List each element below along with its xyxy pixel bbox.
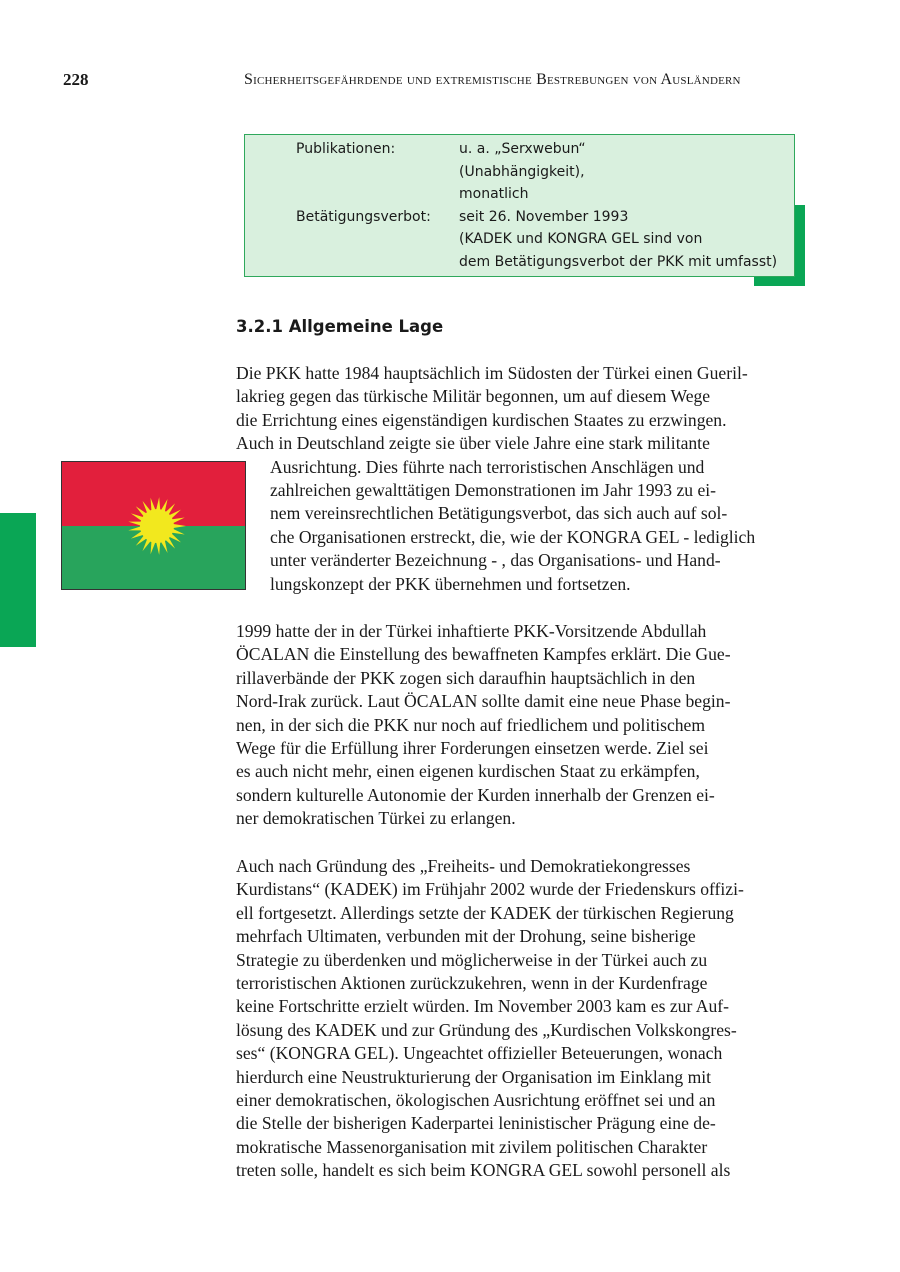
info-value-line: (Unabhängigkeit),	[459, 163, 585, 180]
text-line: unter veränderter Bezeichnung - , das Organisations- und Hand-	[270, 550, 721, 571]
text-line: ses“ (KONGRA GEL). Ungeachtet offizieller Beteuerungen, wonach	[236, 1043, 723, 1064]
info-label: Betätigungsverbot:	[296, 208, 431, 225]
info-label: Publikationen:	[296, 141, 396, 157]
kurdistan-flag-icon	[61, 461, 246, 590]
text-line: sondern kulturelle Autonomie der Kurden innerhalb der Grenzen ei-	[236, 784, 715, 805]
running-head: Sicherheitsgefährdende und extremistische Bestrebungen von Ausländern	[244, 71, 741, 88]
text-line: 1999 hatte der in der Türkei inhaftierte PKK-Vorsitzende Abdullah	[236, 621, 707, 641]
text-line: Die PKK hatte 1984 hauptsächlich im Südosten der Türkei einen Gueril-	[236, 363, 748, 383]
text-line: Ausrichtung. Dies führte nach terroristischen Anschlägen und	[270, 456, 705, 477]
text-line: nen, in der sich die PKK nur noch auf friedlichem und politischem	[236, 714, 706, 735]
text-line: lungskonzept der PKK übernehmen und fortsetzen.	[270, 573, 631, 594]
text-line: Nord-Irak zurück. Laut ÖCALAN sollte damit eine neue Phase begin-	[236, 691, 731, 712]
info-box	[244, 134, 795, 277]
text-line: lakrieg gegen das türkische Militär begonnen, um auf diesem Wege	[236, 386, 711, 407]
page-number: 228	[63, 70, 89, 89]
text-line: rillaverbände der PKK zogen sich daraufhin hauptsächlich in den	[236, 667, 696, 688]
section-heading: 3.2.1 Allgemeine Lage	[236, 317, 444, 336]
text-line: treten solle, handelt es sich beim KONGRA GEL sowohl personell als	[236, 1160, 731, 1181]
text-line: Strategie zu überdenken und möglicherweise in der Türkei auch zu	[236, 949, 708, 970]
info-value	[459, 206, 794, 274]
text-line: die Errichtung eines eigenständigen kurdischen Staates zu erzwingen.	[236, 409, 727, 430]
text-line: ÖCALAN die Einstellung des bewaffneten Kampfes erklärt. Die Gue-	[236, 644, 731, 665]
text-line: ell fortgesetzt. Allerdings setzte der KADEK der türkischen Regierung	[236, 902, 734, 923]
text-line: Auch in Deutschland zeigte sie über viele Jahre eine stark militante	[236, 433, 710, 454]
info-value	[459, 138, 794, 206]
text-line: che Organisationen erstreckt, die, wie der KONGRA GEL - lediglich	[270, 526, 756, 547]
text-line: mokratische Massenorganisation mit zivilem politischen Charakter	[236, 1136, 708, 1157]
text-line: nem vereinsrechtlichen Betätigungsverbot, das sich auch auf sol-	[270, 503, 728, 524]
text-line: es auch nicht mehr, einen eigenen kurdischen Staat zu erkämpfen,	[236, 761, 700, 782]
info-value-line: (KADEK und KONGRA GEL sind von	[459, 231, 703, 248]
text-line: lösung des KADEK und zur Gründung des „Kurdischen Volkskongres-	[236, 1019, 737, 1040]
sun-icon	[125, 494, 189, 558]
text-line: mehrfach Ultimaten, verbunden mit der Drohung, seine bisherige	[236, 926, 696, 947]
info-value-line: monatlich	[459, 186, 529, 203]
text-line: terroristischen Aktionen zurückzukehren, wenn in der Kurdenfrage	[236, 973, 708, 994]
chapter-side-tab	[0, 513, 36, 647]
info-value-line: u. a. „Serxwebun“	[459, 141, 586, 157]
paragraph-1	[236, 362, 816, 596]
text-line: ner demokratischen Türkei zu erlangen.	[236, 808, 516, 829]
text-line: zahlreichen gewalttätigen Demonstrationen im Jahr 1993 zu ei-	[270, 480, 717, 501]
text-line: Auch nach Gründung des „Freiheits- und Demokratiekongresses	[236, 856, 691, 876]
paragraph-2	[236, 620, 816, 831]
text-line: Wege für die Erfüllung ihrer Forderungen einsetzen werde. Ziel sei	[236, 738, 709, 759]
info-value-line: dem Betätigungsverbot der PKK mit umfasst)	[459, 253, 778, 270]
text-line: einer demokratischen, ökologischen Ausrichtung eröffnet sei und an	[236, 1090, 716, 1111]
text-line: hierdurch eine Neustrukturierung der Organisation im Einklang mit	[236, 1066, 712, 1087]
info-value-line: seit 26. November 1993	[459, 208, 629, 225]
text-line: keine Fortschritte erzielt würden. Im November 2003 kam es zur Auf-	[236, 996, 729, 1017]
text-line: die Stelle der bisherigen Kaderpartei leninistischer Prägung eine de-	[236, 1113, 716, 1134]
paragraph-3	[236, 855, 816, 1183]
text-line: Kurdistans“ (KADEK) im Frühjahr 2002 wurde der Friedenskurs offizi-	[236, 879, 744, 900]
